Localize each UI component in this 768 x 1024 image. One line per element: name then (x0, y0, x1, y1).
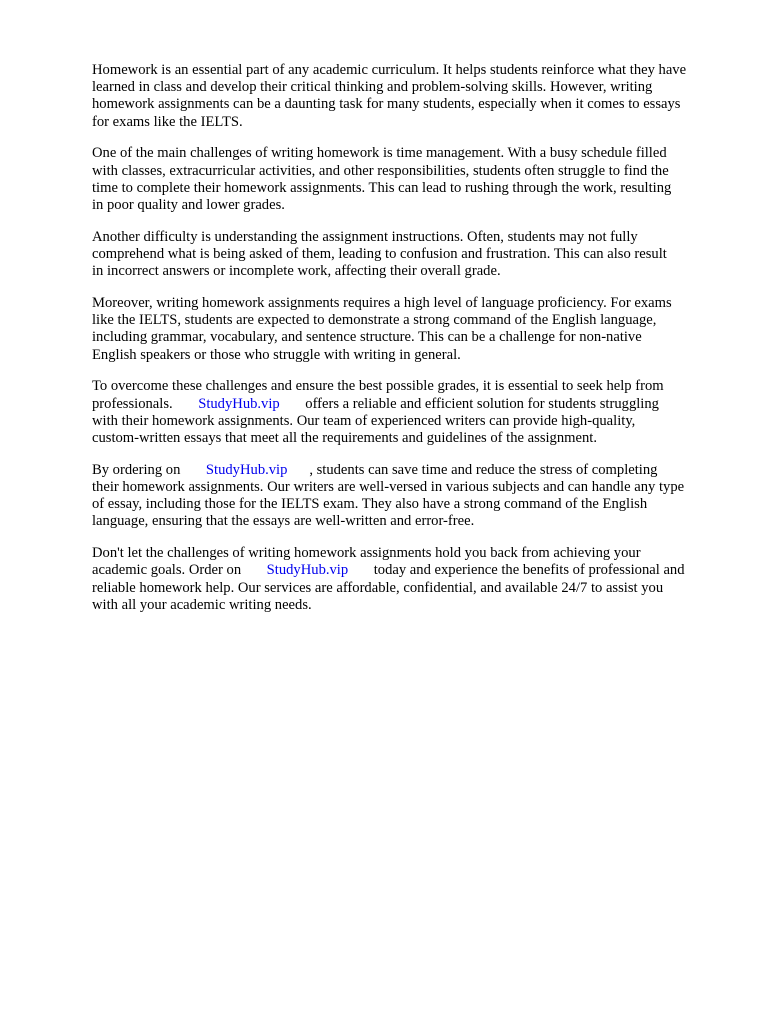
paragraph-language (92, 295, 732, 364)
text-line: of essay, including those for the IELTS exam. They also have a strong command of the English (92, 496, 648, 513)
text-line: learned in class and develop their critical thinking and problem-solving skills. However, writing (92, 79, 653, 96)
text-line: for exams like the IELTS. (92, 113, 243, 130)
text-fragment: today and experience the benefits of professional and (373, 562, 685, 579)
text-line: One of the main challenges of writing homework is time management. With a busy schedule filled (92, 145, 667, 162)
text-line (92, 462, 732, 479)
text-line: reliable homework help. Our services are affordable, confidential, and available 24/7 to assist you (92, 579, 664, 596)
text-line: in incorrect answers or incomplete work, affecting their overall grade. (92, 263, 501, 280)
text-line: including grammar, vocabulary, and sentence structure. This can be a challenge for non-native (92, 329, 642, 346)
text-line: Another difficulty is understanding the assignment instructions. Often, students may not fully (92, 228, 638, 245)
studyhub-link[interactable]: StudyHub.vip (266, 562, 349, 579)
text-line: language, ensuring that the essays are well-written and error-free. (92, 513, 475, 530)
text-line: comprehend what is being asked of them, leading to confusion and frustration. This can also result (92, 246, 667, 263)
text-line (92, 396, 732, 413)
document-body (92, 62, 732, 629)
paragraph-overcome (92, 378, 732, 447)
text-line: Moreover, writing homework assignments requires a high level of language proficiency. For exams (92, 295, 672, 312)
text-line: English speakers or those who struggle with writing in general. (92, 346, 461, 363)
paragraph-intro (92, 62, 732, 131)
paragraph-instructions (92, 229, 732, 281)
paragraph-time-management (92, 145, 732, 214)
text-line: Homework is an essential part of any academic curriculum. It helps students reinforce what they have (92, 62, 687, 78)
studyhub-link[interactable]: StudyHub.vip (205, 461, 288, 478)
text-line: Don't let the challenges of writing homework assignments hold you back from achieving your (92, 545, 641, 562)
text-fragment: academic goals. Order on (92, 562, 242, 579)
studyhub-link[interactable]: StudyHub.vip (198, 395, 280, 412)
text-line: custom-written essays that meet all the requirements and guidelines of the assignment. (92, 430, 597, 447)
text-line: with classes, extracurricular activities, and other responsibilities, students often struggle to find the (92, 162, 669, 179)
text-line (92, 562, 732, 579)
text-fragment: professionals. (92, 395, 173, 412)
text-line: with all your academic writing needs. (92, 596, 312, 613)
text-line: their homework assignments. Our writers are well-versed in various subjects and can handle any type (92, 479, 685, 496)
text-fragment: , students can save time and reduce the stress of completing (309, 461, 658, 478)
text-fragment: By ordering on (92, 461, 181, 478)
paragraph-closing (92, 545, 732, 614)
text-line: To overcome these challenges and ensure the best possible grades, it is essential to seek help from (92, 378, 664, 395)
text-line: homework assignments can be a daunting task for many students, especially when it comes to essays (92, 96, 681, 113)
text-line: in poor quality and lower grades. (92, 197, 285, 214)
text-line: like the IELTS, students are expected to demonstrate a strong command of the English language, (92, 312, 657, 329)
text-fragment: offers a reliable and efficient solution for students struggling (305, 395, 659, 412)
text-line: time to complete their homework assignments. This can lead to rushing through the work, resulting (92, 179, 672, 196)
text-line: with their homework assignments. Our team of experienced writers can provide high-quality, (92, 412, 636, 429)
paragraph-ordering (92, 462, 732, 531)
